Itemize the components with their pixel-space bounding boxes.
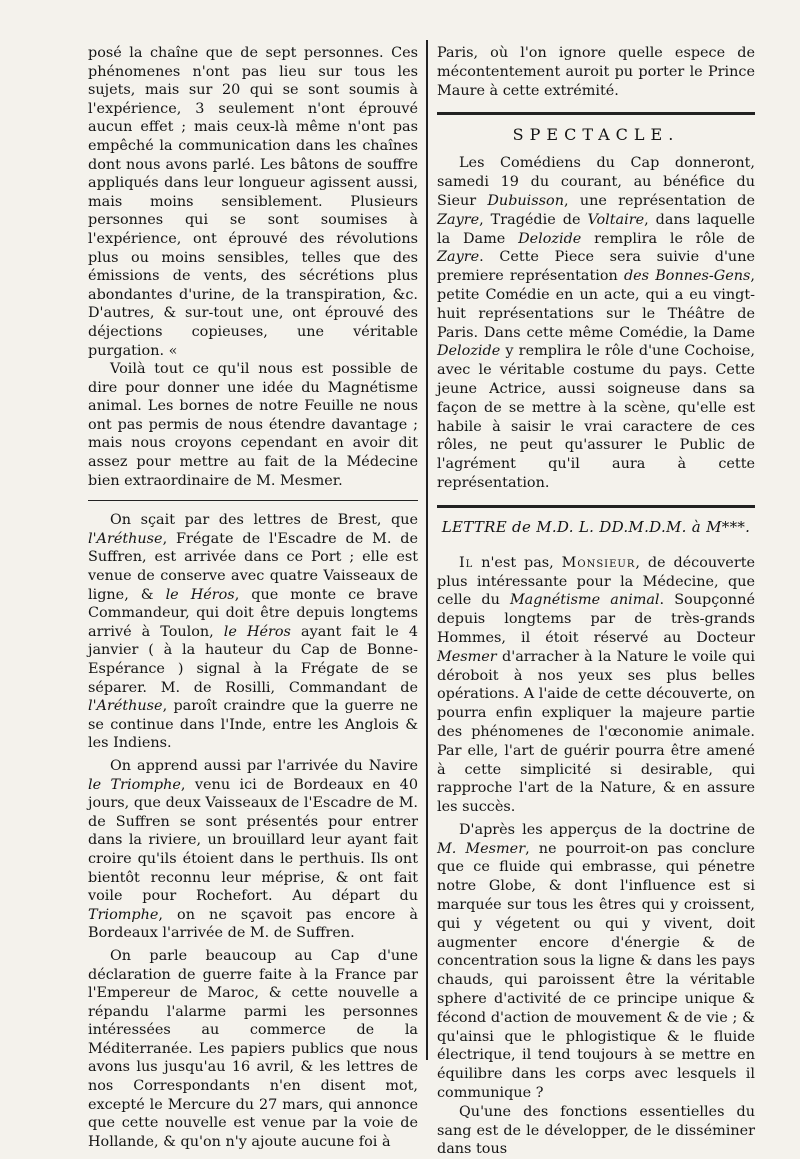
paragraph-magnetism-summary: Voilà tout ce qu'il nous est possible de dire pour donner une idée du Magnétisme animal. Les bornes de notre Feuille ne nous ont pas permis de nous étendre davantage ; mais nous croyons cependant en avoir dit assez pour mettre au fait de la Médecine bien extraordinaire de M. Mesmer.: [88, 361, 418, 489]
paragraph-magnetism-effects: posé la chaîne que de sept personnes. Ces phénomenes n'ont pas lieu sur tous les sujets, mais sur 20 qui se sont soumis à l'expérience, 3 seulement n'ont éprouvé aucun effet ; mais ceux-là même n'ont pas empêché la communication dans les chaînes dont nous avons parlé. Les bâtons de souffre appliqués dans leur longueur agissent aussi, mais moins sensiblement. Plusieurs personnes qui se sont soumises à l'expérience, ont éprouvé des révolutions plus ou moins sensibles, telles que des émissions de vents, des sécrétions plus abondantes d'urine, de la transpiration, &c. D'autres, & sur-tout une, ont éprouvé des déjections copieuses, une véritable purgation. «: [88, 45, 418, 359]
paragraph-lettre-intro: Il n'est pas, Monsieur, de découverte plus intéressante pour la Médecine, que celle du Magnétisme animal. Soupçonné depuis longtems par de très-grands Hommes, il étoit réservé au Docteur Mesmer d'arracher à la Nature le voile qui déroboit à nos yeux ses plus belles opérations. A l'aide de cette découverte, on pourra enfin expliquer la majeure partie des phénomenes de l'œconomie animale. Par elle, l'art de guérir pourra être amené à cette simplicité si desirable, qui rapproche l'art de la Nature, & en assure les succès.: [437, 554, 755, 816]
paragraph-lettre-sang: Qu'une des fonctions essentielles du sang est de le développer, de le disséminer dans tous: [437, 1103, 755, 1158]
divider-news: [88, 500, 418, 501]
paragraph-arethuse-news: On sçait par des lettres de Brest, que l'Aréthuse, Frégate de l'Escadre de M. de Suffren, est arrivée dans ce Port ; elle est venue de conserve avec quatre Vaisseaux de ligne, & le Héros, que monte ce brave Commandeur, qui doit être depuis longtems arrivé à Toulon, le Héros ayant fait le 4 janvier ( à la hauteur du Cap de Bonne-Espérance ) signal à la Frégate de se séparer. M. de Rosilli, Commandant de l'Aréthuse, paroît craindre que la guerre ne se continue dans l'Inde, entre les Anglois & les Indiens.: [88, 512, 419, 752]
column-divider: [426, 40, 428, 1060]
spectacle-heading: SPECTACLE.: [512, 125, 680, 145]
lettre-heading: LETTRE de M.D. L. DD.M.D.M. à M***.: [441, 517, 751, 536]
paragraph-maroc-news: On parle beaucoup au Cap d'une déclaration de guerre faite à la France par l'Empereur de Maroc, & cette nouvelle a répandu l'alarme parmi les personnes intéressées au commerce de la Méditerranée. Les papiers publics que nous avons lus jusqu'au 16 avril, & les lettres de nos Correspondants n'en disent mot, excepté le Mercure du 27 mars, qui annonce que cette nouvelle est venue par la voie de Hollande, & qu'on n'y ajoute aucune foi à: [88, 947, 418, 1150]
divider-lettre: [437, 505, 755, 508]
paragraph-spectacle: Les Comédiens du Cap donneront, samedi 19 du courant, au bénéfice du Sieur Dubuisson, une représentation de Zayre, Tragédie de Voltaire, dans laquelle la Dame Delozide remplira le rôle de Zayre. Cette Piece sera suivie d'une premiere représentation des Bonnes-Gens, petite Comédie en un acte, qui a eu vingt-huit représentations sur le Théâtre de Paris. Dans cette même Comédie, la Dame Delozide y remplira le rôle d'une Cochoise, avec le véritable costume du pays. Cette jeune Actrice, aussi soigneuse dans sa façon de se mettre à la scène, qu'elle est habile à saisir le vrai caractere de ces rôles, ne peut qu'assurer le Public de l'agrément qu'il aura à cette représentation.: [437, 155, 755, 491]
left-column: [88, 44, 418, 1151]
divider-spectacle: [437, 112, 755, 115]
paragraph-paris-continuation: Paris, où l'on ignore quelle espece de mécontentement auroit pu porter le Prince Maure à cette extrémité.: [437, 45, 755, 99]
paragraph-triomphe-news: On apprend aussi par l'arrivée du Navire le Triomphe, venu ici de Bordeaux en 40 jours, que deux Vaisseaux de l'Escadre de M. de Suffren se sont présentés pour entrer dans la riviere, un brouillard leur ayant fait croire qu'ils étoient dans le perthuis. Ils ont bientôt reconnu leur méprise, & ont fait voile pour Rochefort. Au départ du Triomphe, on ne sçavoit pas encore à Bordeaux l'arrivée de M. de Suffren.: [88, 757, 418, 942]
paragraph-lettre-doctrine: D'après les apperçus de la doctrine de M. Mesmer, ne pourroit-on pas conclure que ce fluide qui embrasse, qui pénetre notre Globe, & dont l'influence est si marquée sur tous les êtres qui y croissent, qui y végetent ou qui y vivent, doit augmenter encore d'énergie & de concentration sous la ligne & dans les pays chauds, qui paroissent être la véritable sphere d'activité de ce principe unique & fécond d'action de mouvement & de vie ; & qu'ainsi que le phlogistique & le fluide électrique, il tend toujours à se mettre en équilibre dans les corps avec lesquels il communique ?: [437, 821, 755, 1102]
right-column: [437, 44, 755, 1159]
